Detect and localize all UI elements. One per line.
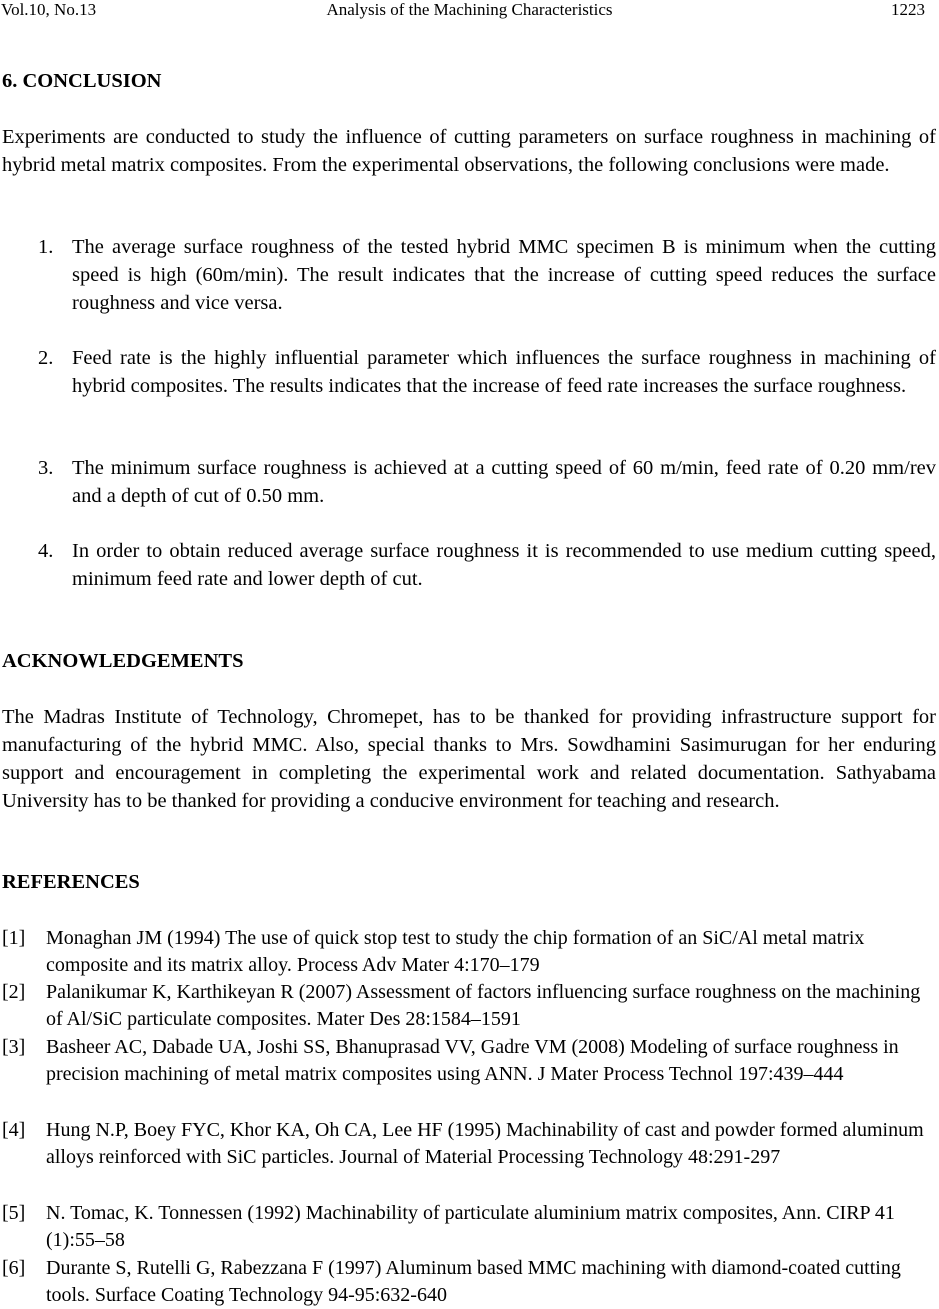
reference-number: [1] [2,927,26,949]
reference-number: [5] [2,1202,26,1224]
conclusion-heading: 6. CONCLUSION [2,70,162,92]
conclusion-item-text: Feed rate is the highly influential parameter which influences the surface roughness in machining of hybrid composites. The results indicates that the increase of feed rate increases the surface roughness. [72,347,936,397]
conclusion-item-number: 4. [38,540,54,562]
running-title: Analysis of the Machining Characteristics [326,0,613,19]
reference-text: N. Tomac, K. Tonnessen (1992) Machinability of particulate aluminium matrix composites, Ann. CIRP 41 (1):55–58 [46,1202,895,1251]
conclusion-intro: Experiments are conducted to study the influence of cutting parameters on surface roughness in machining of hybrid metal matrix composites. From the experimental observations, the following conclusions were made. [2,126,936,176]
conclusion-item-text: In order to obtain reduced average surface roughness it is recommended to use medium cutting speed, minimum feed rate and lower depth of cut. [72,540,936,590]
reference-number: [4] [2,1119,26,1141]
reference-text: Hung N.P, Boey FYC, Khor KA, Oh CA, Lee HF (1995) Machinability of cast and powder formed aluminum alloys reinforced with SiC particles. Journal of Material Processing Technology 48:291-297 [46,1119,924,1168]
acknowledgements-text: The Madras Institute of Technology, Chromepet, has to be thanked for providing infrastructure support for manufacturing of the hybrid MMC. Also, special thanks to Mrs. Sowdhamini Sasimurugan for her enduring support and encouragement in completing the experimental work and related documentation. Sathyabama University has to be thanked for providing a conducive environment for teaching and research. [2,706,936,812]
page-number: 1223 [891,0,925,19]
reference-text: Basheer AC, Dabade UA, Joshi SS, Bhanuprasad VV, Gadre VM (2008) Modeling of surface roughness in precision machining of metal matrix composites using ANN. J Mater Process Technol 197:439–444 [46,1036,899,1085]
conclusion-item-number: 2. [38,347,54,369]
acknowledgements-heading: ACKNOWLEDGEMENTS [2,650,244,672]
reference-number: [3] [2,1036,26,1058]
reference-text: Palanikumar K, Karthikeyan R (2007) Assessment of factors influencing surface roughness on the machining of Al/SiC particulate composites. Mater Des 28:1584–1591 [46,981,921,1030]
reference-number: [2] [2,981,26,1003]
reference-text: Durante S, Rutelli G, Rabezzana F (1997) Aluminum based MMC machining with diamond-coated cutting tools. Surface Coating Technology 94-95:632-640 [46,1257,901,1306]
reference-number: [6] [2,1257,26,1279]
volume-label: Vol.10, No.13 [1,0,97,19]
conclusion-item-number: 1. [38,236,54,258]
reference-text: Monaghan JM (1994) The use of quick stop test to study the chip formation of an SiC/Al metal matrix composite and its matrix alloy. Process Adv Mater 4:170–179 [46,927,865,976]
conclusion-item-text: The average surface roughness of the tested hybrid MMC specimen B is minimum when the cutting speed is high (60m/min). The result indicates that the increase of cutting speed reduces the surface roughness and vice versa. [72,236,936,314]
references-heading: REFERENCES [2,871,140,893]
page-header [0,0,939,26]
conclusion-item-number: 3. [38,457,54,479]
conclusion-item-text: The minimum surface roughness is achieved at a cutting speed of 60 m/min, feed rate of 0.20 mm/rev and a depth of cut of 0.50 mm. [72,457,936,507]
